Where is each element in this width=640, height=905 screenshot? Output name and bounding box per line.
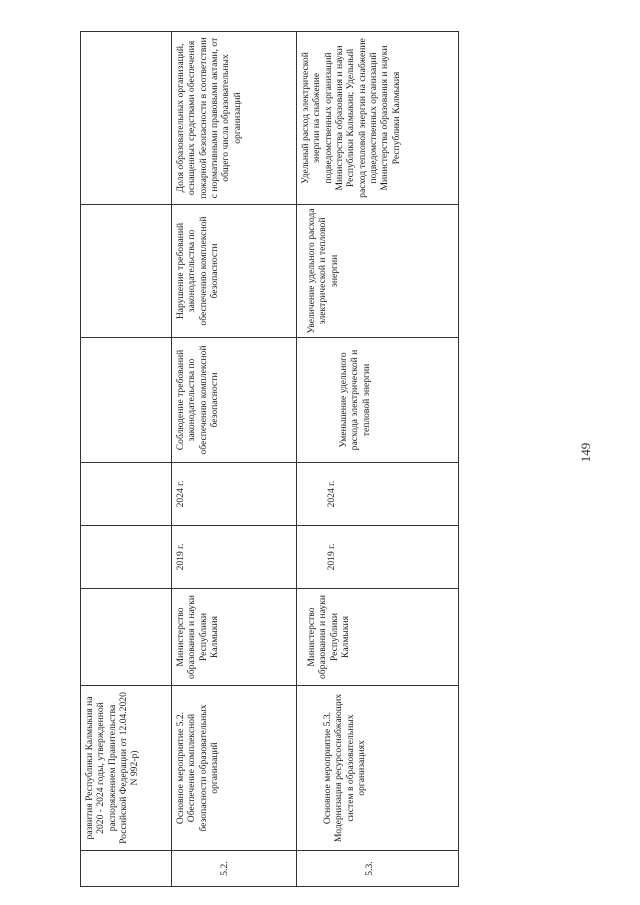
- executor-cell: [81, 589, 172, 686]
- start-year-cell: [81, 526, 172, 589]
- failure-consequence-text: Увеличение удельного расхода электрической и тепловой энергии: [306, 208, 340, 334]
- executor-cell: Министерство образования и науки Республики Калмыкия: [172, 589, 297, 686]
- indicator-cell: Удельный расход электрической энергии на снабжение подведомственных организаций Министерства образования и науки Республики Калмыкия; Удельный расход тепловой энергии на снабжение подведомственных организаций Министерства образования и науки Республики Калмыкия: [297, 32, 459, 205]
- end-year-cell: [81, 463, 172, 526]
- indicator-cell: Доля образовательных организаций, оснащенных средствами обеспечения пожарной безопасности в соответствии с нормативными правовыми актами, от общего числа образовательных организаций: [172, 32, 297, 205]
- executor-cell: [297, 589, 459, 686]
- start-year-text: 2019 г.: [326, 543, 337, 571]
- table-row: [297, 32, 459, 887]
- activity-name-cell: [297, 686, 459, 851]
- end-year-cell: [297, 463, 459, 526]
- expected-result-text: Уменьшение удельного расхода электрической и тепловой энергии: [338, 349, 372, 451]
- row-number-cell: [297, 851, 459, 887]
- activity-name-cell: развития Республики Калмыкия на 2020 - 2024 годы, утвержденной распоряжением Правительства Российской Федерации от 12.04.2020 N 992-р): [81, 686, 172, 851]
- executor-text: Министерство образования и науки Республики Калмыкия: [306, 594, 351, 680]
- row-number-cell: [81, 851, 172, 887]
- row-number-text: 5.3.: [364, 861, 375, 876]
- program-activities-table: [80, 31, 459, 887]
- table-row: [172, 32, 297, 887]
- page-number: 149: [578, 442, 593, 463]
- activity-name-cell: Основное мероприятие 5.2. Обеспечение комплексной безопасности образовательных организаций: [172, 686, 297, 851]
- row-number-cell: [172, 851, 297, 887]
- start-year-cell: 2019 г.: [172, 526, 297, 589]
- table-row: [81, 32, 172, 887]
- failure-consequence-cell: [297, 205, 459, 338]
- failure-consequence-cell: Нарушение требований законодательства по обеспечению комплексной безопасности: [172, 205, 297, 338]
- activity-name-text: Основное мероприятие 5.3. Модернизация ресурсоснабжающих систем в образовательных организациях: [322, 693, 367, 843]
- expected-result-cell: [81, 338, 172, 463]
- row-number-text: 5.2.: [219, 861, 230, 876]
- failure-consequence-cell: [81, 205, 172, 338]
- start-year-cell: [297, 526, 459, 589]
- end-year-cell: 2024 г.: [172, 463, 297, 526]
- indicator-cell: [81, 32, 172, 205]
- expected-result-cell: [297, 338, 459, 463]
- end-year-text: 2024 г.: [326, 480, 337, 508]
- expected-result-cell: Соблюдение требований законодательства по обеспечению комплексной безопасности: [172, 338, 297, 463]
